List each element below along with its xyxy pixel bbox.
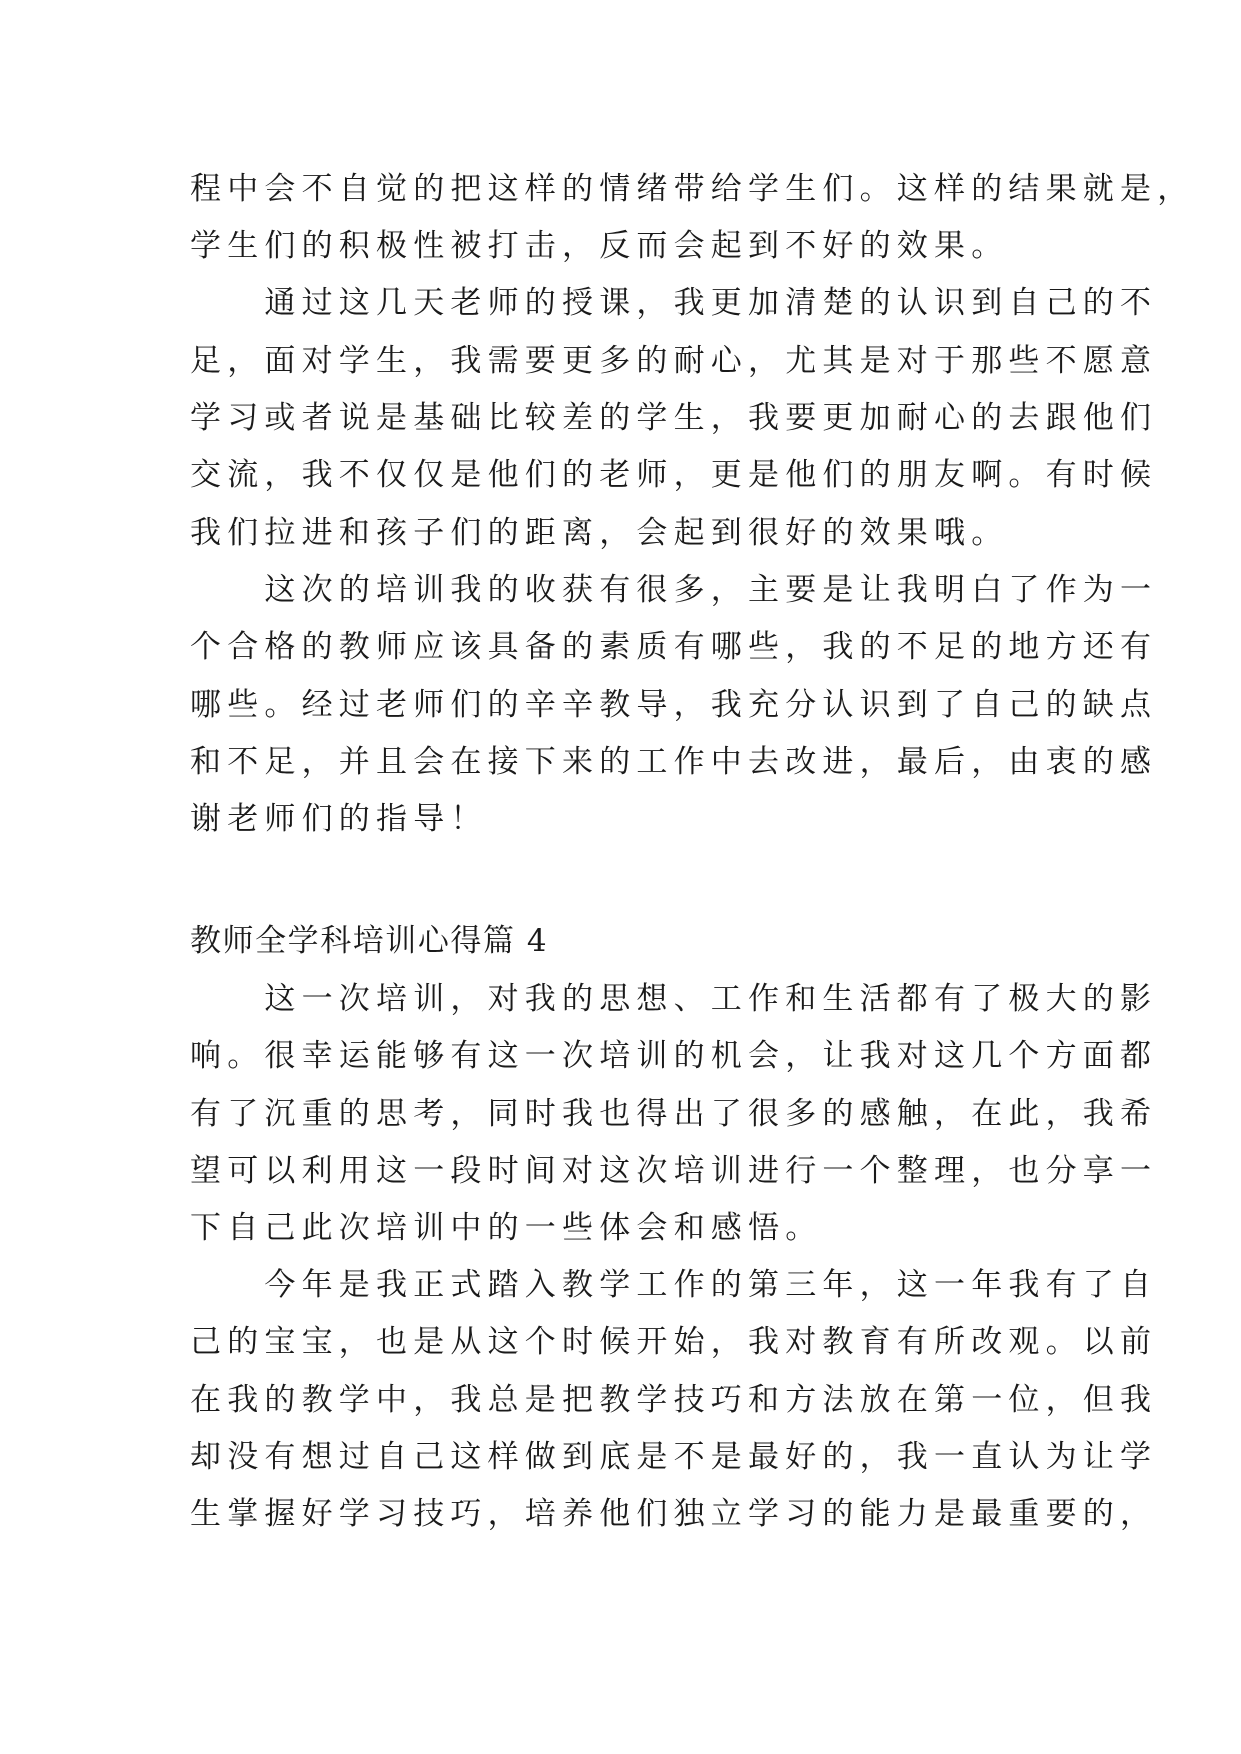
text-line: 在我的教学中，我总是把教学技巧和方法放在第一位，但我	[190, 1382, 1158, 1418]
text-line: 生掌握好学习技巧，培养他们独立学习的能力是最重要的，	[190, 1496, 1158, 1532]
text-line: 这一次培训，对我的思想、工作和生活都有了极大的影	[190, 981, 1158, 1017]
text-line: 却没有想过自己这样做到底是不是最好的，我一直认为让学	[190, 1439, 1158, 1475]
section-heading: 教师全学科培训心得篇 4	[190, 923, 549, 959]
text-line: 响。很幸运能够有这一次培训的机会，让我对这几个方面都	[190, 1038, 1158, 1074]
text-line: 哪些。经过老师们的辛辛教导，我充分认识到了自己的缺点	[190, 687, 1158, 723]
text-line: 学习或者说是基础比较差的学生，我要更加耐心的去跟他们	[190, 400, 1158, 436]
text-line: 己的宝宝，也是从这个时候开始，我对教育有所改观。以前	[190, 1324, 1158, 1360]
text-line: 望可以利用这一段时间对这次培训进行一个整理，也分享一	[190, 1153, 1158, 1189]
text-line: 这次的培训我的收获有很多，主要是让我明白了作为一	[190, 572, 1158, 608]
text-line: 下自己此次培训中的一些体会和感悟。	[190, 1210, 823, 1246]
text-line: 和不足，并且会在接下来的工作中去改进，最后，由衷的感	[190, 744, 1158, 780]
text-line: 通过这几天老师的授课，我更加清楚的认识到自己的不	[190, 285, 1158, 321]
text-line: 学生们的积极性被打击，反而会起到不好的效果。	[190, 228, 1009, 264]
text-line: 我们拉进和孩子们的距离，会起到很好的效果哦。	[190, 515, 1009, 551]
text-line: 谢老师们的指导！	[190, 801, 488, 837]
text-line: 交流，我不仅仅是他们的老师，更是他们的朋友啊。有时候	[190, 457, 1158, 493]
text-line: 有了沉重的思考，同时我也得出了很多的感触，在此，我希	[190, 1096, 1158, 1132]
text-line: 足，面对学生，我需要更多的耐心，尤其是对于那些不愿意	[190, 343, 1158, 379]
text-line: 程中会不自觉的把这样的情绪带给学生们。这样的结果就是，	[190, 171, 1195, 207]
text-line: 个合格的教师应该具备的素质有哪些，我的不足的地方还有	[190, 629, 1158, 665]
text-line: 今年是我正式踏入教学工作的第三年，这一年我有了自	[190, 1267, 1158, 1303]
